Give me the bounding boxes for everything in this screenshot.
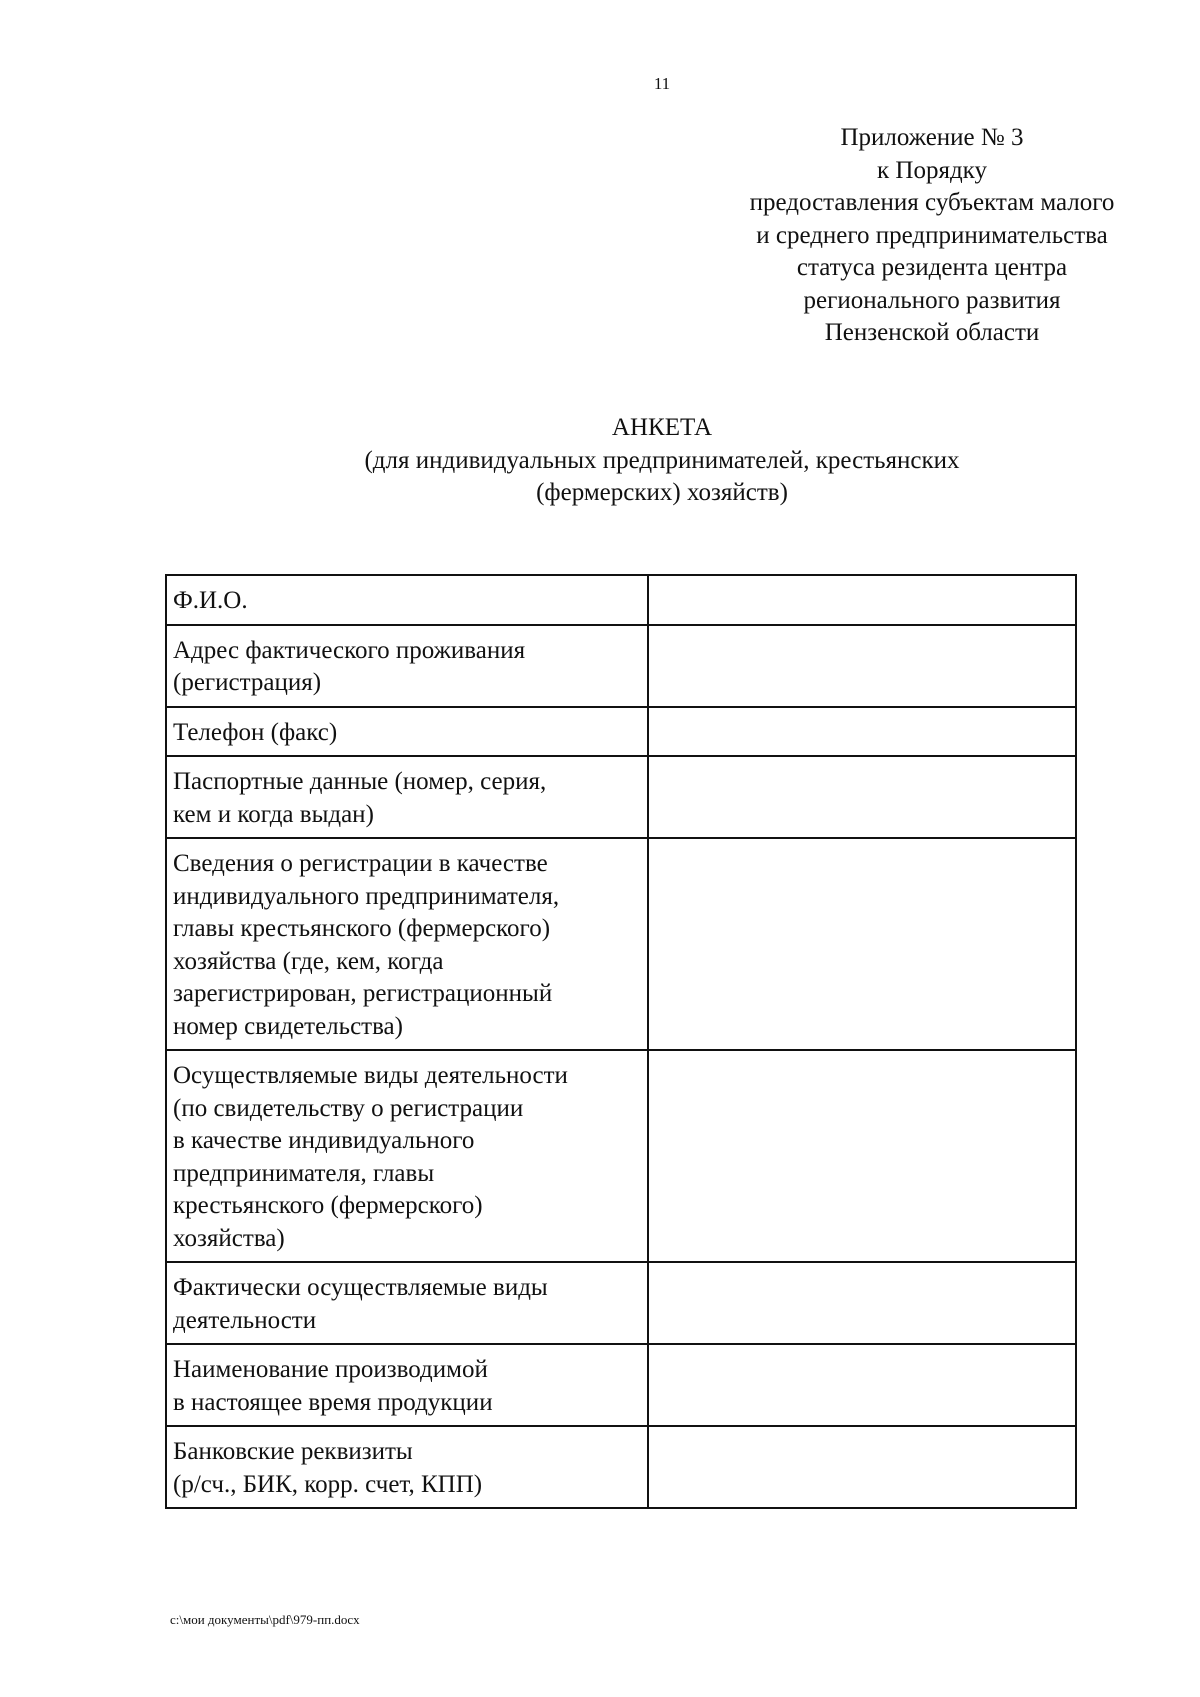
appendix-line: и среднего предпринимательства [756,221,1108,249]
row-label-line: Паспортные данные (номер, серия, [173,768,547,795]
row-label [166,1262,648,1344]
appendix-line: Пензенской области [824,319,1040,346]
row-value-field[interactable] [648,1344,1076,1426]
appendix-line: регионального развития [803,286,1061,314]
row-label-line: Банковские реквизиты [173,1438,413,1465]
row-value-field[interactable] [648,625,1076,707]
row-label-line: индивидуального предпринимателя, [173,882,560,910]
table-row [166,575,1076,625]
table-row [166,1262,1076,1344]
page-number: 11 [653,74,671,93]
row-label [166,756,648,838]
footer-file-path: c:\мои документы\pdf\979-пп.docx [170,1612,360,1627]
row-label [166,1050,648,1262]
row-label-line: Адрес фактического проживания [173,636,526,664]
row-label-line: кем и когда выдан) [173,800,374,828]
row-value-field[interactable] [648,838,1076,1050]
row-value-field[interactable] [648,707,1076,757]
appendix-line: к Порядку [877,156,987,184]
row-label-line: деятельности [173,1306,317,1334]
row-label-line: главы крестьянского (фермерского) [173,915,551,942]
row-label-line: в настоящее время продукции [173,1388,493,1416]
appendix-reference [722,122,1142,350]
row-label-line: крестьянского (фермерского) [173,1192,483,1219]
row-label [166,1426,648,1508]
row-label-line: Ф.И.О. [173,587,248,614]
appendix-line: Приложение № 3 [840,124,1024,151]
row-label-line: зарегистрирован, регистрационный [173,980,553,1007]
table-row [166,625,1076,707]
row-label-line: хозяйства) [173,1224,285,1252]
row-value-field[interactable] [648,1262,1076,1344]
row-label-line: хозяйства (где, кем, когда [173,947,444,975]
row-value-field[interactable] [648,756,1076,838]
row-label [166,1344,648,1426]
row-label [166,838,648,1050]
row-label-line: предпринимателя, главы [173,1159,435,1187]
row-label-line: номер свидетельства) [173,1012,403,1040]
appendix-line: предоставления субъектам малого [749,189,1115,216]
row-label-line: (р/сч., БИК, корр. счет, КПП) [173,1470,483,1498]
row-label-line: Наименование производимой [173,1356,488,1383]
row-label-line: Осуществляемые виды деятельности [173,1062,568,1089]
form-heading: АНКЕТА [611,414,713,441]
row-label-line: Сведения о регистрации в качестве [173,850,548,877]
questionnaire-table [165,574,1077,1509]
row-label [166,707,648,757]
form-subtitle-line: (для индивидуальных предпринимателей, крестьянских [364,446,960,474]
table-row [166,707,1076,757]
row-label-line: в качестве индивидуального [173,1127,475,1154]
appendix-line: статуса резидента центра [796,254,1068,281]
form-title [0,412,1200,510]
row-value-field[interactable] [648,575,1076,625]
row-label-line: Фактически осуществляемые виды [173,1274,548,1301]
table-row [166,838,1076,1050]
row-label [166,625,648,707]
table-row [166,1344,1076,1426]
form-subtitle-line: (фермерских) хозяйств) [536,479,788,506]
row-label-line: (регистрация) [173,669,322,696]
row-label-line: Телефон (факс) [173,718,338,746]
row-label-line: (по свидетельству о регистрации [173,1094,524,1122]
row-value-field[interactable] [648,1426,1076,1508]
table-row [166,1050,1076,1262]
row-value-field[interactable] [648,1050,1076,1262]
row-label [166,575,648,625]
table-row [166,756,1076,838]
table-row [166,1426,1076,1508]
